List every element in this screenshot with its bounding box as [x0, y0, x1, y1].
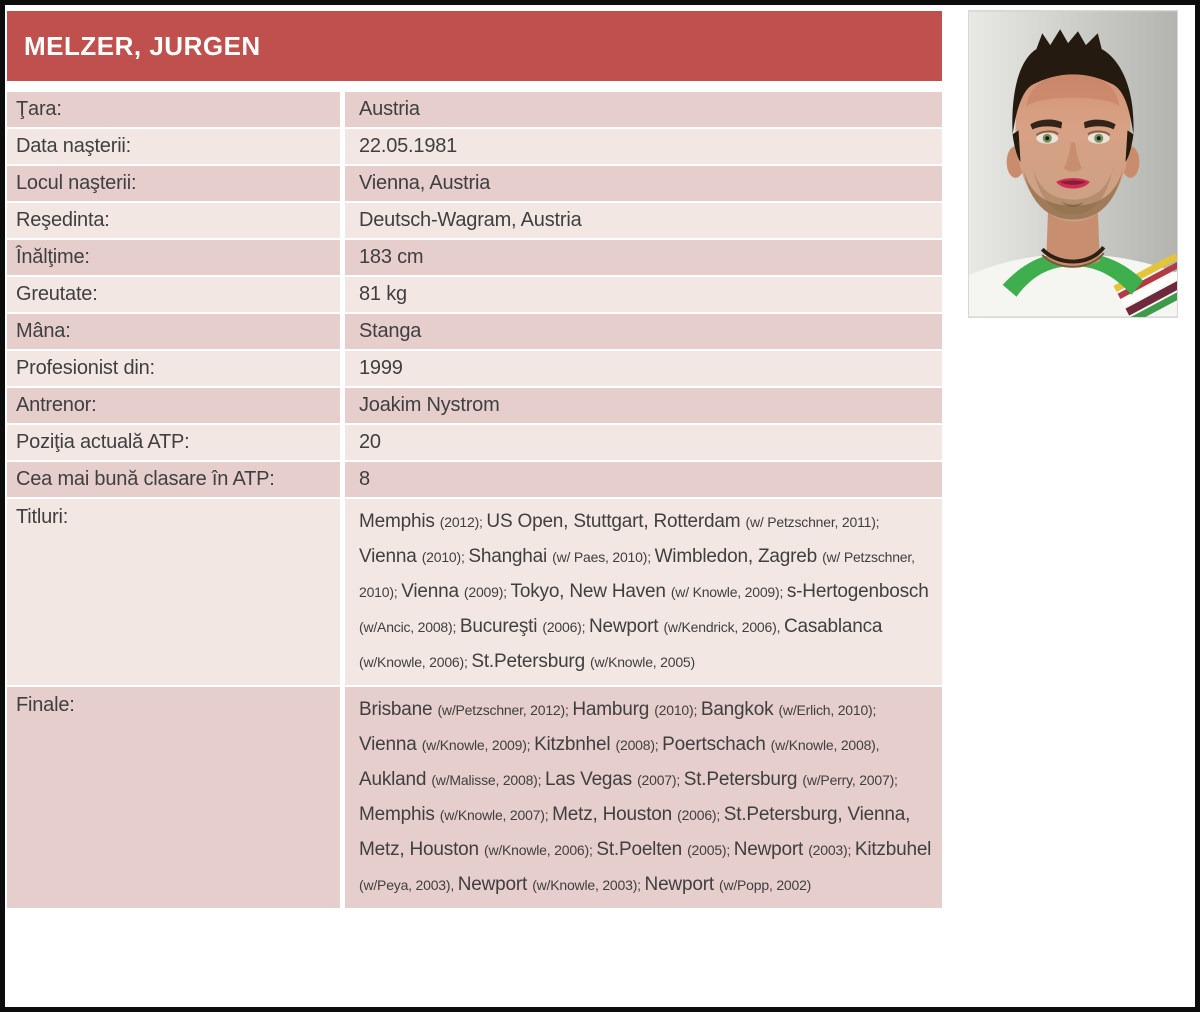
profile-table	[7, 92, 942, 908]
row-label: Înălţime:	[7, 240, 340, 275]
tournament-detail: (w/Petzschner, 2012);	[437, 702, 573, 718]
tournament-name: St.Petersburg	[471, 651, 591, 672]
tournament-name: Metz, Houston	[552, 804, 678, 825]
tournament-name: US Open, Stuttgart, Rotterdam	[486, 511, 746, 532]
table-row-residence	[7, 203, 942, 238]
tournament-name: Wimbledon, Zagreb	[654, 546, 823, 567]
row-value: Deutsch-Wagram, Austria	[345, 203, 942, 238]
table-row-current-ranking	[7, 425, 942, 460]
tournament-detail: (2009);	[463, 584, 511, 600]
row-value: 183 cm	[345, 240, 942, 275]
tournament-detail: (w/Malisse, 2008);	[431, 772, 546, 788]
tournament-name: Aukland	[359, 769, 432, 790]
tournament-name: s-Hertogenbosch	[786, 581, 929, 602]
player-name-header	[7, 11, 942, 81]
tournament-name: Newport	[644, 874, 719, 895]
tournament-detail: (2008);	[615, 737, 663, 753]
row-value: 22.05.1981	[345, 129, 942, 164]
tournament-name: Poertschach	[662, 734, 771, 755]
tournament-name: Vienna	[401, 581, 464, 602]
row-label: Antrenor:	[7, 388, 340, 423]
tournament-detail: (w/Knowle, 2005)	[590, 654, 695, 670]
tournament-detail: (w/Ancic, 2008);	[359, 619, 460, 635]
tournament-detail: (2012);	[439, 514, 487, 530]
row-value: Austria	[345, 92, 942, 127]
tournament-detail: (2010);	[654, 702, 701, 718]
table-row-titles	[7, 499, 942, 685]
tournament-detail: (2010);	[421, 549, 469, 565]
row-label: Reşedinta:	[7, 203, 340, 238]
tournament-name: Memphis	[359, 804, 440, 825]
row-label: Mâna:	[7, 314, 340, 349]
tournament-name: Vienna	[359, 546, 422, 567]
tournament-name: Tokyo, New Haven	[510, 581, 671, 602]
tournament-name: Casablanca	[783, 616, 883, 637]
tournament-name: Bangkok	[700, 699, 779, 720]
tournament-name: Newport	[457, 874, 533, 895]
table-row-weight	[7, 277, 942, 312]
player-name: MELZER, JURGEN	[24, 30, 261, 61]
finals-list	[345, 687, 942, 908]
table-row-country	[7, 92, 942, 127]
tournament-detail: (w/ Petzschner, 2011);	[745, 514, 880, 530]
tournament-detail: (w/ Paes, 2010);	[552, 549, 655, 565]
tournament-detail: (2006);	[677, 807, 724, 823]
tournament-detail: (w/ Knowle, 2009);	[670, 584, 787, 600]
tournament-detail: (w/Knowle, 2009);	[421, 737, 535, 753]
tournament-detail: (w/Kendrick, 2006),	[663, 619, 784, 635]
tournament-detail: (w/Knowle, 2006);	[359, 654, 472, 670]
tournament-name: Hamburg	[572, 699, 655, 720]
row-label: Titluri:	[7, 499, 340, 685]
row-value: Joakim Nystrom	[345, 388, 942, 423]
row-value: 20	[345, 425, 942, 460]
tournament-name: Shanghai	[468, 546, 553, 567]
row-value: 8	[345, 462, 942, 497]
row-label: Cea mai bună clasare în ATP:	[7, 462, 340, 497]
tournament-name: Brisbane	[359, 699, 438, 720]
row-label: Finale:	[7, 687, 340, 908]
row-value: Stanga	[345, 314, 942, 349]
tournament-detail: (w/Knowle, 2003);	[532, 877, 645, 893]
tournament-name: Memphis	[359, 511, 440, 532]
tournament-detail: (2003);	[808, 842, 855, 858]
table-row-pro-since	[7, 351, 942, 386]
tournament-name: Newport	[733, 839, 809, 860]
tournament-name: St.Petersburg, Vienna, Metz, Houston	[359, 804, 911, 860]
row-label: Ţara:	[7, 92, 340, 127]
row-value: Vienna, Austria	[345, 166, 942, 201]
tournament-detail: (w/Erlich, 2010);	[778, 702, 877, 718]
tournament-detail: (w/ Petzschner, 2010);	[359, 549, 915, 600]
tournament-detail: (2006);	[542, 619, 590, 635]
player-profile-card	[7, 11, 942, 910]
tournament-name: St.Petersburg	[683, 769, 803, 790]
titles-list	[345, 499, 942, 685]
tournament-detail: (2007);	[637, 772, 684, 788]
row-label: Profesionist din:	[7, 351, 340, 386]
row-label: Poziţia actuală ATP:	[7, 425, 340, 460]
tournament-name: Kitzbuhel	[854, 839, 932, 860]
tournament-name: Las Vegas	[545, 769, 638, 790]
table-row-finals	[7, 687, 942, 908]
row-label: Locul naşterii:	[7, 166, 340, 201]
row-label: Greutate:	[7, 277, 340, 312]
table-row-best-ranking	[7, 462, 942, 497]
player-headshot-illustration	[969, 11, 1177, 317]
tournament-detail: (w/Knowle, 2007);	[439, 807, 553, 823]
table-row-birthdate	[7, 129, 942, 164]
tournament-name: Vienna	[359, 734, 422, 755]
tournament-detail: (w/Knowle, 2006);	[483, 842, 597, 858]
row-value: 81 kg	[345, 277, 942, 312]
tournament-detail: (2005);	[687, 842, 734, 858]
tournament-detail: (w/Popp, 2002)	[718, 877, 812, 893]
tournament-name: St.Poelten	[596, 839, 688, 860]
tournament-detail: (w/Knowle, 2008),	[770, 737, 880, 753]
tournament-detail: (w/Perry, 2007);	[802, 772, 898, 788]
table-row-coach	[7, 388, 942, 423]
table-row-height	[7, 240, 942, 275]
tournament-detail: (w/Peya, 2003),	[359, 877, 458, 893]
tournament-name: Bucureşti	[459, 616, 543, 637]
row-label: Data naşterii:	[7, 129, 340, 164]
tournament-name: Kitzbnhel	[534, 734, 616, 755]
row-value: 1999	[345, 351, 942, 386]
tournament-name: Newport	[589, 616, 664, 637]
table-row-hand	[7, 314, 942, 349]
player-photo	[968, 10, 1178, 318]
table-row-birthplace	[7, 166, 942, 201]
